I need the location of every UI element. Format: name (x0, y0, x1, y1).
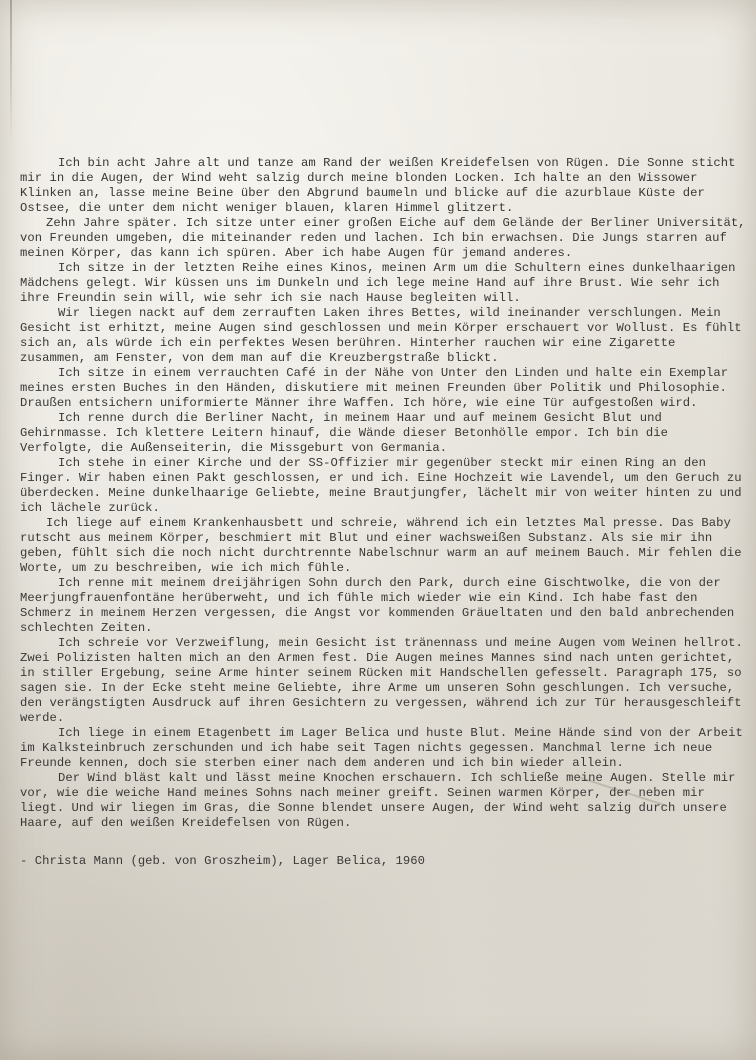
paragraph: Ich liege in einem Etagenbett im Lager Belica und huste Blut. Meine Hände sind von der Arbeit im Kalksteinbruch zerschunden und ich habe seit Tagen nichts gegessen. Manchmal lerne ich neue Freunde kennen, doch sie sterben einer nach dem anderen und ich bin wieder allein. (20, 726, 743, 770)
paragraph: Der Wind bläst kalt und lässt meine Knochen erschauern. Ich schließe meine Augen. Stelle mir vor, wie die weiche Hand meines Sohns nach meiner greift. Seinen warmen Körper, der neben mir liegt. Und wir liegen im Gras, die Sonne blendet unsere Augen, der Wind weht salzig durch unsere Haare, auf den weißen Kreidefelsen von Rügen. (20, 771, 736, 830)
paragraph: Ich sitze in einem verrauchten Café in der Nähe von Unter den Linden und halte ein Exemplar meines ersten Buches in den Händen, diskutiere mit meinen Freunden über Politik und Philosophie. Draußen entsichern uniformierte Männer ihre Waffen. Ich höre, wie eine Tür aufgestoßen wird. (20, 366, 729, 410)
paragraph: Ich sitze in der letzten Reihe eines Kinos, meinen Arm um die Schultern eines dunkelhaarigen Mädchens gelegt. Wir küssen uns im Dunkeln und ich lege meine Hand auf ihre Brust. Wie sehr ich ihre Freundin sein will, wie sehr ich sie nach Hause begleiten will. (20, 261, 736, 305)
paragraph: Ich schreie vor Verzweiflung, mein Gesicht ist tränennass und meine Augen vom Weinen hellrot. Zwei Polizisten halten mich an den Armen fest. Die Augen meines Mannes sind nach unten gerichtet, in stiller Ergebung, seine Arme hinter seinem Rücken mit Handschellen gefesselt. Paragraph 175, so sagen sie. In der Ecke steht meine Geliebte, ihre Arme um unseren Sohn geschlungen. Ich versuche, den verängstigten Ausdruck auf ihren Gesichtern zu vergessen, während ich zur Tür herausgeschleift werde. (20, 636, 743, 725)
paragraph: Ich liege auf einem Krankenhausbett und schreie, während ich ein letztes Mal presse. Das Baby rutscht aus meinem Körper, beschmiert mit Blut und einer wachsweißen Substanz. Als sie mir ihn geben, fühlt sich die noch nicht durchtrennte Nabelschnur warm an auf meinem Bauch. Mir fehlen die Worte, um zu beschreiben, wie ich mich fühle. (20, 516, 742, 575)
paragraph: Ich renne mit meinem dreijährigen Sohn durch den Park, durch eine Gischtwolke, die von der Meerjungfrauenfontäne herüberweht, und ich fühle mich wieder wie ein Kind. Ich habe fast den Schmerz in meinem Herzen vergessen, die Angst vor kommenden Gräueltaten und den bald anbrechenden schlechten Zeiten. (20, 576, 735, 635)
paragraph: Ich stehe in einer Kirche und der SS-Offizier mir gegenüber steckt mir einen Ring an den Finger. Wir haben einen Pakt geschlossen, er und ich. Eine Hochzeit wie Lavendel, um den Geruch zu überdecken. Meine dunkelhaarige Geliebte, meine Brautjungfer, lächelt mir von weiter hinten zu und ich lächele zurück. (20, 456, 742, 515)
paper-crease (10, 0, 12, 140)
paragraph: Ich bin acht Jahre alt und tanze am Rand der weißen Kreidefelsen von Rügen. Die Sonne sticht mir in die Augen, der Wind weht salzig durch meine blonden Locken. Ich halte an den Wissower Klinken an, lasse meine Beine über den Abgrund baumeln und blicke auf die azurblaue Küste der Ostsee, die unter dem nicht weniger blauen, klaren Himmel glitzert. (20, 156, 736, 215)
signature-line: - Christa Mann (geb. von Groszheim), Lager Belica, 1960 (20, 854, 426, 868)
typewritten-text (20, 156, 748, 869)
paragraph: Zehn Jahre später. Ich sitze unter einer großen Eiche auf dem Gelände der Berliner Universität, von Freunden umgeben, die miteinander reden und lachen. Ich bin erwachsen. Die Jungs starren auf meinen Körper, das kann ich spüren. Aber ich habe Augen für jemand anderes. (20, 216, 746, 260)
paragraph: Ich renne durch die Berliner Nacht, in meinem Haar und auf meinem Gesicht Blut und Gehirnmasse. Ich klettere Leitern hinauf, die Wände dieser Betonhölle empor. Ich bin die Verfolgte, die Außenseiterin, die Missgeburt von Germania. (20, 411, 669, 455)
paragraph: Wir liegen nackt auf dem zerrauften Laken ihres Bettes, wild ineinander verschlungen. Mein Gesicht ist erhitzt, meine Augen sind geschlossen und mein Körper erschauert vor Wollust. Es fühlt sich an, als würde ich ein perfektes Wesen berühren. Hinterher rauchen wir eine Zigarette zusammen, am Fenster, von dem man auf die Kreuzbergstraße blickt. (20, 306, 742, 365)
